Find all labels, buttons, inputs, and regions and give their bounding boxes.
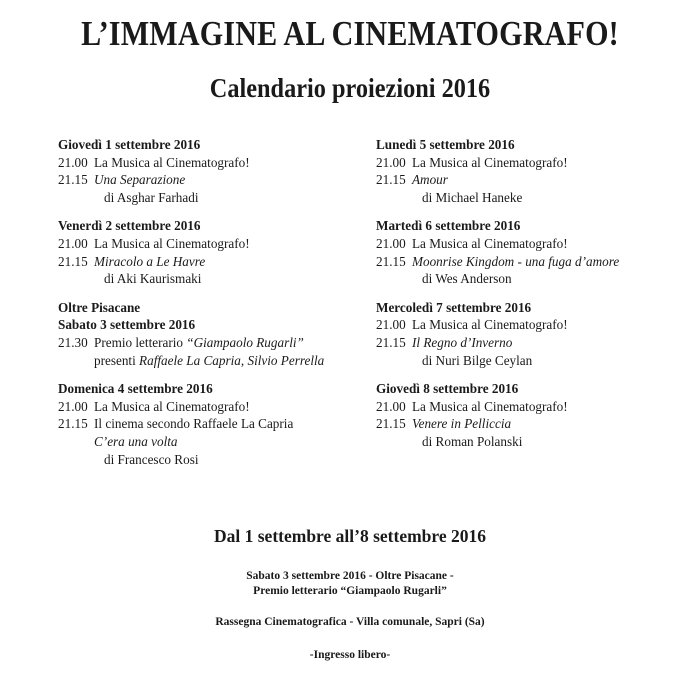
film-title: Miracolo a Le Havre bbox=[94, 253, 206, 269]
screening-time: 21.00 bbox=[376, 398, 406, 414]
screening-time: 21.00 bbox=[58, 235, 88, 251]
schedule-day-5 bbox=[376, 136, 676, 206]
screening-row bbox=[58, 154, 368, 172]
schedule-day-3 bbox=[58, 299, 368, 369]
event-title: Premio letterario bbox=[94, 334, 187, 350]
screening-time: 21.30 bbox=[58, 334, 88, 350]
screening-title: La Musica al Cinematografo! bbox=[94, 154, 250, 170]
free-entry-note: -Ingresso libero- bbox=[309, 649, 391, 661]
screening-time: 21.00 bbox=[376, 317, 406, 333]
screening-row bbox=[376, 235, 676, 253]
day-heading: Martedì 6 settembre 2016 bbox=[376, 218, 521, 234]
screening-row bbox=[58, 171, 368, 189]
screening-title: La Musica al Cinematografo! bbox=[94, 235, 250, 251]
film-title: C’era una volta bbox=[94, 433, 178, 449]
venue-line: Rassegna Cinematografica - Villa comunale, Sapri (Sa) bbox=[215, 616, 485, 628]
screening-time: 21.15 bbox=[376, 253, 406, 269]
screening-time: 21.00 bbox=[58, 154, 88, 170]
screening-time: 21.15 bbox=[376, 334, 406, 350]
screening-time: 21.15 bbox=[58, 416, 88, 432]
film-title: Il Regno d’Inverno bbox=[412, 334, 513, 350]
film-director: di Asghar Farhadi bbox=[104, 189, 199, 205]
day-heading: Venerdì 2 settembre 2016 bbox=[58, 218, 201, 234]
film-director: di Francesco Rosi bbox=[104, 451, 199, 467]
guests-prefix: presenti bbox=[94, 352, 140, 368]
screening-row bbox=[58, 253, 368, 271]
screening-time: 21.00 bbox=[376, 154, 406, 170]
screening-row bbox=[376, 253, 676, 271]
film-title: Amour bbox=[412, 172, 448, 188]
day-heading: Giovedì 8 settembre 2016 bbox=[376, 381, 519, 397]
guests-names: Raffaele La Capria, Silvio Perrella bbox=[139, 352, 325, 368]
poster-title: L’IMMAGINE AL CINEMATOGRAFO! bbox=[81, 14, 619, 53]
screening-row bbox=[376, 415, 676, 433]
schedule-day-2 bbox=[58, 217, 368, 287]
event-guests bbox=[58, 352, 368, 370]
screening-time: 21.15 bbox=[58, 253, 88, 269]
screening-time: 21.00 bbox=[376, 235, 406, 251]
award-name: “Giampaolo Rugarli” bbox=[186, 334, 304, 350]
day-heading: Domenica 4 settembre 2016 bbox=[58, 381, 213, 397]
screening-row bbox=[376, 398, 676, 416]
day-heading: Mercoledì 7 settembre 2016 bbox=[376, 299, 532, 315]
day-heading: Lunedì 5 settembre 2016 bbox=[376, 137, 515, 152]
screening-time: 21.15 bbox=[58, 172, 88, 188]
schedule-left-column bbox=[58, 136, 368, 479]
schedule-right-column bbox=[376, 136, 676, 462]
screening-title: Il cinema secondo Raffaele La Capria bbox=[94, 416, 294, 432]
poster-subtitle: Calendario proiezioni 2016 bbox=[209, 73, 491, 103]
special-event-award: Premio letterario “Giampaolo Rugarli” bbox=[253, 585, 447, 597]
screening-row bbox=[58, 398, 368, 416]
film-director: di Michael Haneke bbox=[422, 189, 523, 205]
screening-title: La Musica al Cinematografo! bbox=[412, 235, 568, 251]
schedule-day-8 bbox=[376, 380, 676, 450]
film-director: di Nuri Bilge Ceylan bbox=[422, 352, 533, 368]
screening-time: 21.15 bbox=[376, 172, 406, 188]
screening-time: 21.15 bbox=[376, 416, 406, 432]
day-heading: Sabato 3 settembre 2016 bbox=[58, 317, 196, 333]
film-title: Moonrise Kingdom - una fuga d’amore bbox=[412, 253, 620, 269]
schedule-day-6 bbox=[376, 217, 676, 287]
film-title: Una Separazione bbox=[94, 172, 186, 188]
screening-row bbox=[58, 334, 368, 352]
festival-dates: Dal 1 settembre all’8 settembre 2016 bbox=[214, 526, 486, 546]
film-title: Venere in Pelliccia bbox=[412, 416, 512, 432]
screening-time: 21.00 bbox=[58, 398, 88, 414]
screening-title: La Musica al Cinematografo! bbox=[94, 398, 250, 414]
film-director: di Wes Anderson bbox=[422, 271, 512, 287]
screening-row bbox=[376, 334, 676, 352]
screening-row bbox=[58, 235, 368, 253]
screening-title: La Musica al Cinematografo! bbox=[412, 317, 568, 333]
screening-row bbox=[58, 415, 368, 433]
screening-title: La Musica al Cinematografo! bbox=[412, 398, 568, 414]
film-director: di Aki Kaurismaki bbox=[104, 271, 202, 287]
special-event-line: Sabato 3 settembre 2016 - Oltre Pisacane - bbox=[246, 570, 454, 582]
schedule-day-7 bbox=[376, 299, 676, 369]
screening-row bbox=[376, 171, 676, 189]
film-director: di Roman Polanski bbox=[422, 433, 523, 449]
schedule-day-4 bbox=[58, 380, 368, 468]
screening-row bbox=[376, 316, 676, 334]
day-heading: Giovedì 1 settembre 2016 bbox=[58, 137, 201, 152]
venue-label: Oltre Pisacane bbox=[58, 299, 141, 315]
screening-row bbox=[376, 154, 676, 172]
schedule-day-1 bbox=[58, 136, 368, 206]
screening-title: La Musica al Cinematografo! bbox=[412, 154, 568, 170]
